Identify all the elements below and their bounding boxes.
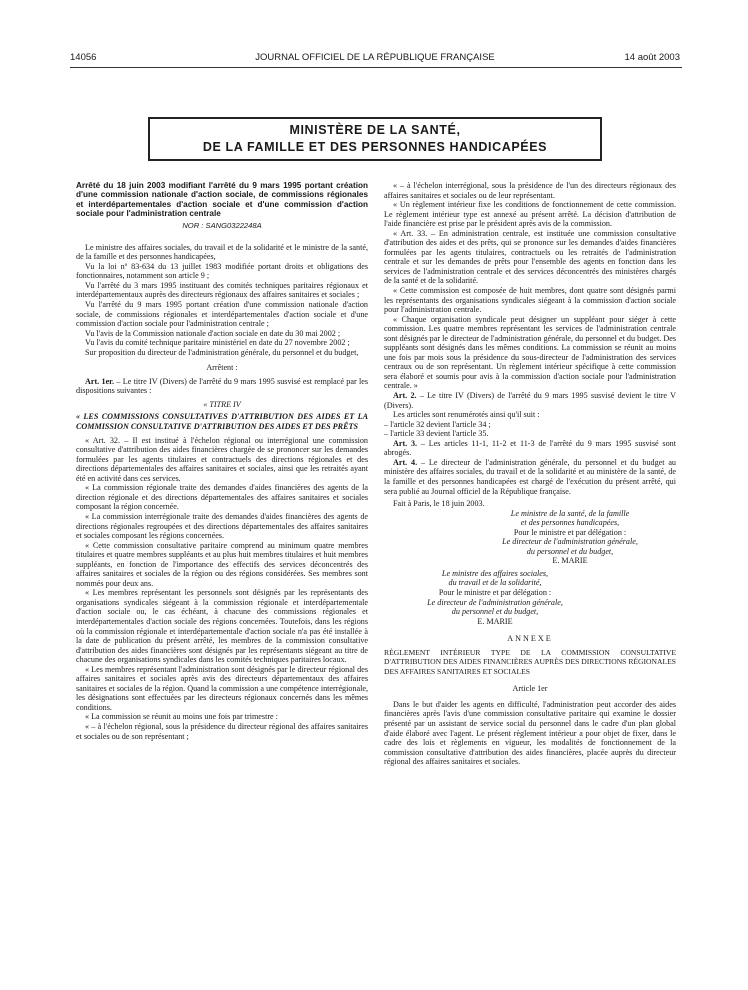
article-2-text: – Le titre IV (Divers) de l'arrêté du 9 mars 1995 susvisé devient le titre V (Divers). — [384, 391, 676, 410]
paragraph: « Cette commission consultative paritaire comprend au minimum quatre membres titulaires et quatre membres suppléants et au plus huit membres titulaires et huit membres suppléants, en fonction de l'importance des effectifs des services déconcentrés des affaires sanitaires et sociales de la région ou des régions considérées. Ses membres sont nommés pour deux ans. — [76, 540, 368, 588]
article-3-text: – Les articles 11-1, 11-2 et 11-3 de l'arrêté du 9 mars 1995 susvisé sont abrogés. — [384, 438, 676, 458]
signature-line: et des personnes handicapées, — [520, 518, 620, 528]
paragraph: « – à l'échelon interrégional, sous la présidence de l'un des directeurs régionaux des affaires sanitaires et sociales ou de leur représentant. — [384, 181, 676, 200]
ministry-title-box — [148, 117, 602, 161]
paragraph: Vu l'arrêté du 3 mars 1995 instituant des comités techniques paritaires régionaux et interdépartementaux auprès des directeurs régionaux des affaires sanitaires et sociales ; — [76, 280, 368, 300]
signature-line: Le directeur de l'administration générale, — [502, 537, 638, 547]
ministry-line-1: MINISTÈRE DE LA SANTÉ, — [289, 123, 461, 137]
paragraph: Les articles sont renumérotés ainsi qu'il suit : — [393, 410, 540, 420]
titre-heading: « TITRE IV — [203, 399, 241, 409]
signature-line: Le ministre des affaires sociales, — [441, 568, 549, 578]
article-1-text: – Le titre IV (Divers) de l'arrêté du 9 mars 1995 susvisé est remplacé par les dispositions suivantes : — [76, 376, 368, 396]
journal-title: JOURNAL OFFICIEL DE LA RÉPUBLIQUE FRANÇAISE — [255, 52, 495, 63]
signature-line: du travail et de la solidarité, — [448, 578, 542, 588]
paragraph: « Art. 32. – Il est institué à l'échelon régional ou interrégional une commission consultative d'attribution des aides financières chargée de se prononcer sur les demandes formulées par les agents titulaires et contractuels des directions régionales et des directions départementales des affaires sanitaires et sociales, ainsi que les retraités ayant été en activité dans ces services. — [76, 435, 368, 483]
paragraph: « Les membres représentant l'administration sont désignés par le directeur régional des affaires sanitaires et sociales après avis des directeurs départementaux des affaires sanitaires et sociales de la région. Quand la commission a une compétence interrégionale, les désignations sont effectuées par les directeurs régionaux concernés dans les mêmes conditions. — [76, 664, 368, 712]
list-item: – l'article 33 devient l'article 35. — [384, 429, 489, 439]
signature-block-sante — [464, 509, 676, 566]
article-4 — [384, 458, 676, 496]
signature-line: du personnel et du budget, — [526, 546, 614, 556]
annexe-article-1-heading: Article 1er — [512, 684, 548, 694]
article-3 — [384, 439, 676, 458]
paragraph: Vu l'avis du comité technique paritaire ministériel en date du 27 novembre 2002 ; — [85, 338, 350, 348]
paragraph: « Les membres représentant les personnels sont désignés par les représentants des organisations syndicales siégeant à la commission régionale et interdépartementale d'action sociale ou, le cas échéant, à chacune des commissions régionales et interdépartementales d'action sociale des régions concernées. Toutefois, dans les régions où la commission régionale et interdépartementale d'action sociale n'a pas été installée à la date de publication du présent arrêté, les membres de la commission consultative d'attribution des aides financières sont désignés par les représentants siégeant au titre de chacune des organisations syndicales dans les comités techniques paritaires locaux. — [76, 588, 368, 665]
article-4-text: – Le directeur de l'administration générale, du personnel et du budget au ministère des affaires sociales, du travail et de la solidarité et au ministère de la santé, de la famille et des personnes handicapées est chargé de l'exécution du présent arrêté, qui sera publié au Journal officiel de la République française. — [384, 457, 676, 496]
signature-line: Pour le ministre et par délégation : — [438, 587, 552, 597]
issue-date: 14 août 2003 — [624, 52, 680, 63]
right-column — [384, 181, 676, 767]
paragraph: « Art. 33. – En administration centrale, est instituée une commission consultative d'attribution des aides et des prêts, qui se prononce sur les demandes d'aides financières formulées par les agents titulaires, contractuels ou les retraités de l'administration centrale et sur les demandes de prêts pour l'ensemble des agents en fonction dans les services de l'administration centrale et des services déconcentrés des ministères chargés de la santé et de la solidarité. — [384, 228, 676, 286]
paragraph: « La commission se réunit au moins une fois par trimestre : — [85, 712, 278, 722]
signature-line: Le ministre de la santé, de la famille — [510, 508, 630, 518]
page-number: 14056 — [70, 52, 97, 63]
signatory-name: E. MARIE — [477, 616, 513, 626]
left-column — [76, 181, 368, 741]
article-4-label: Art. 4. — [393, 457, 418, 467]
paragraph: « Un règlement intérieur fixe les conditions de fonctionnement de cette commission. Le règlement intérieur type est annexé au présent arrêté. La décision d'attribution de l'aide financière est prise par le président après avis de la commission. — [384, 200, 676, 229]
signature-block-affaires-sociales — [384, 569, 606, 626]
nor-reference — [76, 221, 368, 231]
arretent-heading: Arrêtent : — [206, 363, 238, 373]
signature-line: du personnel et du budget, — [451, 607, 539, 617]
annexe-heading: ANNEXE — [507, 634, 553, 644]
arrete-title: Arrêté du 18 juin 2003 modifiant l'arrêté du 9 mars 1995 portant création d'une commission nationale d'action sociale, de commissions régionales et interdépartementales d'action sociale et d'une commission d'action sociale pour l'administration centrale — [76, 181, 368, 218]
article-2 — [384, 391, 676, 410]
nor-text: NOR : SANG0322248A — [182, 221, 262, 231]
signature-line: Le directeur de l'administration générale, — [427, 597, 563, 607]
signatory-name: E. MARIE — [552, 556, 588, 566]
header-rule — [70, 67, 682, 68]
article-1 — [76, 377, 368, 396]
paragraph: Vu la loi nº 83-634 du 13 juillet 1983 modifiée portant droits et obligations des fonctionnaires, notamment son article 9 ; — [76, 261, 368, 281]
article-1-label: Art. 1er. — [85, 376, 115, 386]
paragraph: Sur proposition du directeur de l'administration générale, du personnel et du budget, — [85, 347, 359, 357]
list-item: – l'article 32 devient l'article 34 ; — [384, 419, 491, 429]
reglement-title: RÈGLEMENT INTÉRIEUR TYPE DE LA COMMISSION CONSULTATIVE D'ATTRIBUTION DES AIDES FINANCIÈRES AUPRÈS DES DIRECTIONS RÉGIONALES DES AFFAIRES SANITAIRES ET SOCIALES — [384, 647, 676, 676]
page-header — [70, 52, 680, 66]
signature-place-date: Fait à Paris, le 18 juin 2003. — [393, 499, 485, 509]
article-2-label: Art. 2. — [393, 391, 417, 401]
paragraph: Dans le but d'aider les agents en difficulté, l'administration peut accorder des aides financières après l'avis d'une commission consultative paritaire qui examine le dossier présenté par un assistant de service social du personnel dans le cadre d'un plan global d'aide élaboré avec l'agent. Le présent règlement intérieur a pour objet de fixer, dans le cadre des lois et règlements en vigueur, les modalités de fonctionnement de la commission consultative d'attribution des aides financières, placée auprès du directeur régional des affaires sanitaires et sociales. — [384, 699, 676, 767]
paragraph: « Cette commission est composée de huit membres, dont quatre sont désignés parmi les représentants des organisations syndicales siégeant à la commission d'action sociale pour l'administration centrale. — [384, 286, 676, 315]
paragraph: Vu l'avis de la Commission nationale d'action sociale en date du 30 mai 2002 ; — [85, 328, 341, 338]
signature-line: Pour le ministre et par délégation : — [513, 527, 627, 537]
paragraph: Vu l'arrêté du 9 mars 1995 portant création d'une commission nationale d'action sociale, de commissions régionales et interdépartementales d'action sociale et d'une commission d'action sociale pour l'administration centrale ; — [76, 300, 368, 329]
paragraph: « La commission régionale traite des demandes d'aides financières des agents de la direction régionale et des directions départementales des affaires sanitaires et sociales composant la région concernée. — [76, 483, 368, 512]
article-3-label: Art. 3. — [393, 438, 418, 448]
ministry-line-2: DE LA FAMILLE ET DES PERSONNES HANDICAPÉES — [202, 140, 548, 154]
paragraph: Le ministre des affaires sociales, du travail et de la solidarité et le ministre de la santé, de la famille et des personnes handicapées, — [76, 242, 368, 262]
paragraph: « – à l'échelon régional, sous la présidence du directeur régional des affaires sanitaires et sociales ou de son représentant ; — [76, 721, 368, 741]
paragraph: « La commission interrégionale traite des demandes d'aides financières des agents de directions régionales regroupées et des directions départementales des affaires sanitaires et sociales composant les régions concernées. — [76, 511, 368, 541]
paragraph: « Chaque organisation syndicale peut désigner un suppléant pour siéger à cette commission. Les quatre membres représentant les services de l'administration centrale sont désignés par le directeur de l'administration générale, du personnel et du budget. Des suppléants sont désignés dans les mêmes conditions. La commission se réunit au moins une fois par mois sous la présidence du sous-directeur de l'administration des services centraux ou de son représentant. Un règlement intérieur spécifique à cette commission sera élaboré et soumis pour avis à la commission d'action sociale pour l'administration centrale. » — [384, 314, 676, 391]
section-heading: « LES COMMISSIONS CONSULTATIVES D'ATTRIBUTION DES AIDES ET LA COMMISSION CONSULTATIVE D'ATTRIBUTION DES AIDES ET DES PRÊTS — [76, 412, 368, 432]
